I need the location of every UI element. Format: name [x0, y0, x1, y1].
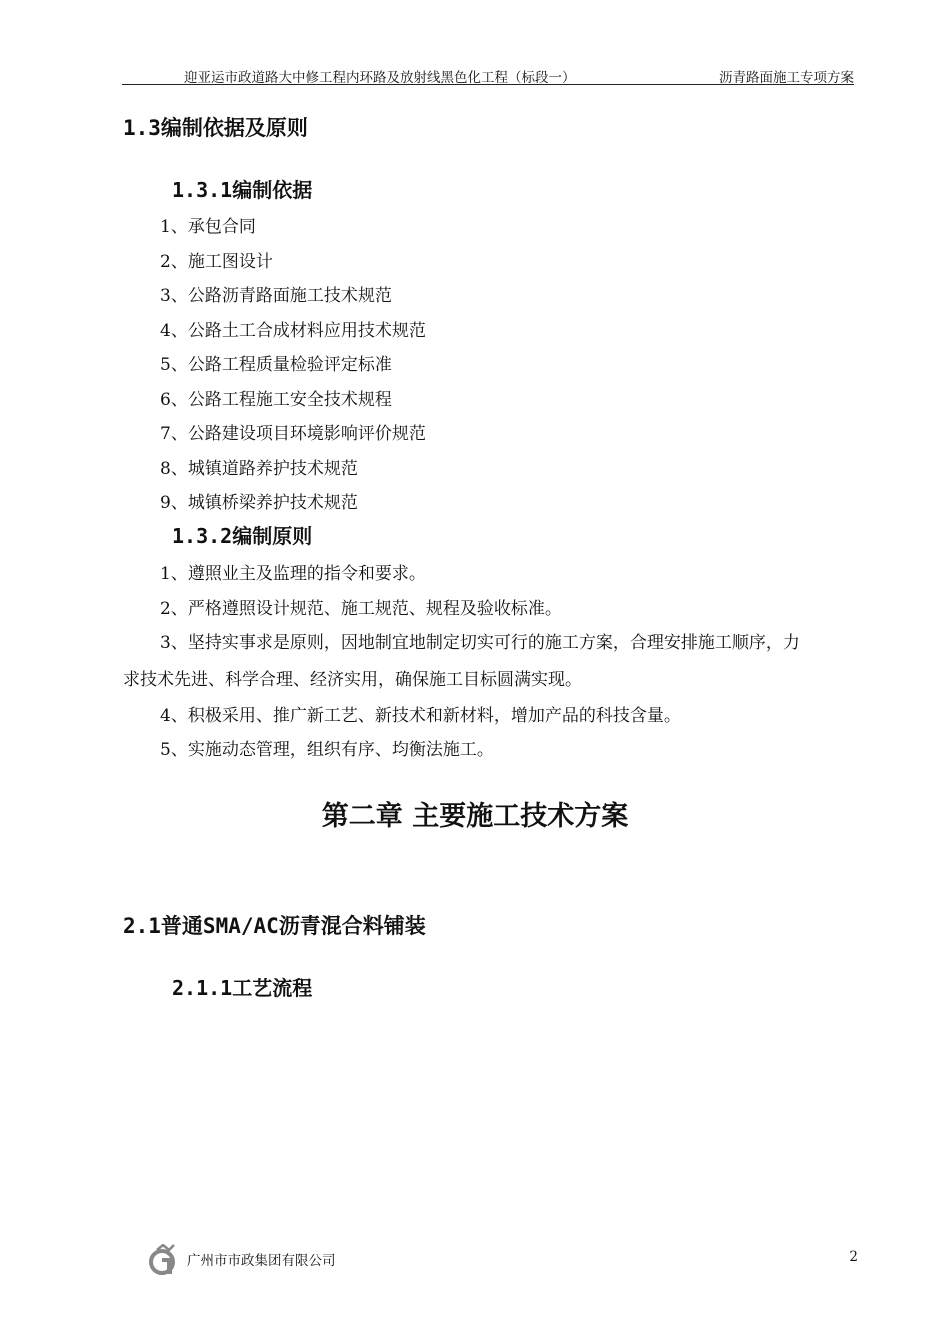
basis-item: 7、公路建设项目环境影响评价规范 [160, 424, 426, 444]
principle-item: 1、遵照业主及监理的指令和要求。 [160, 564, 426, 584]
header-project-title: 迎亚运市政道路大中修工程内环路及放射线黑色化工程（标段一） [184, 70, 576, 86]
basis-item: 3、公路沥青路面施工技术规范 [160, 286, 392, 306]
section-1-3-1-heading: 1.3.1编制依据 [172, 178, 313, 202]
basis-item: 1、承包合同 [160, 217, 256, 237]
section-1-3-heading: 1.3编制依据及原则 [123, 116, 308, 140]
basis-item: 5、公路工程质量检验评定标准 [160, 355, 392, 375]
section-2-1-heading: 2.1普通SMA/AC沥青混合料铺装 [123, 914, 426, 938]
page-number: 2 [849, 1249, 858, 1265]
header-doc-title: 沥青路面施工专项方案 [719, 70, 854, 86]
basis-item: 8、城镇道路养护技术规范 [160, 459, 358, 479]
principle-item-continued: 求技术先进、科学合理、经济实用，确保施工目标圆满实现。 [123, 670, 582, 690]
principle-item: 3、坚持实事求是原则，因地制宜地制定切实可行的施工方案，合理安排施工顺序，力 [160, 633, 800, 653]
principle-item: 4、积极采用、推广新工艺、新技术和新材料，增加产品的科技含量。 [160, 706, 681, 726]
footer-company-name: 广州市市政集团有限公司 [187, 1253, 336, 1269]
chapter-2-title: 第二章 主要施工技术方案 [321, 801, 629, 832]
section-2-1-1-heading: 2.1.1工艺流程 [172, 976, 313, 1000]
section-1-3-2-heading: 1.3.2编制原则 [172, 524, 313, 548]
basis-item: 6、公路工程施工安全技术规程 [160, 390, 392, 410]
principle-item: 2、严格遵照设计规范、施工规范、规程及验收标准。 [160, 599, 562, 619]
page-header [122, 62, 854, 85]
basis-item: 9、城镇桥梁养护技术规范 [160, 493, 358, 513]
basis-item: 4、公路土工合成材料应用技术规范 [160, 321, 426, 341]
company-logo-icon [148, 1244, 180, 1276]
basis-item: 2、施工图设计 [160, 252, 273, 272]
principle-item: 5、实施动态管理，组织有序、均衡法施工。 [160, 740, 494, 760]
